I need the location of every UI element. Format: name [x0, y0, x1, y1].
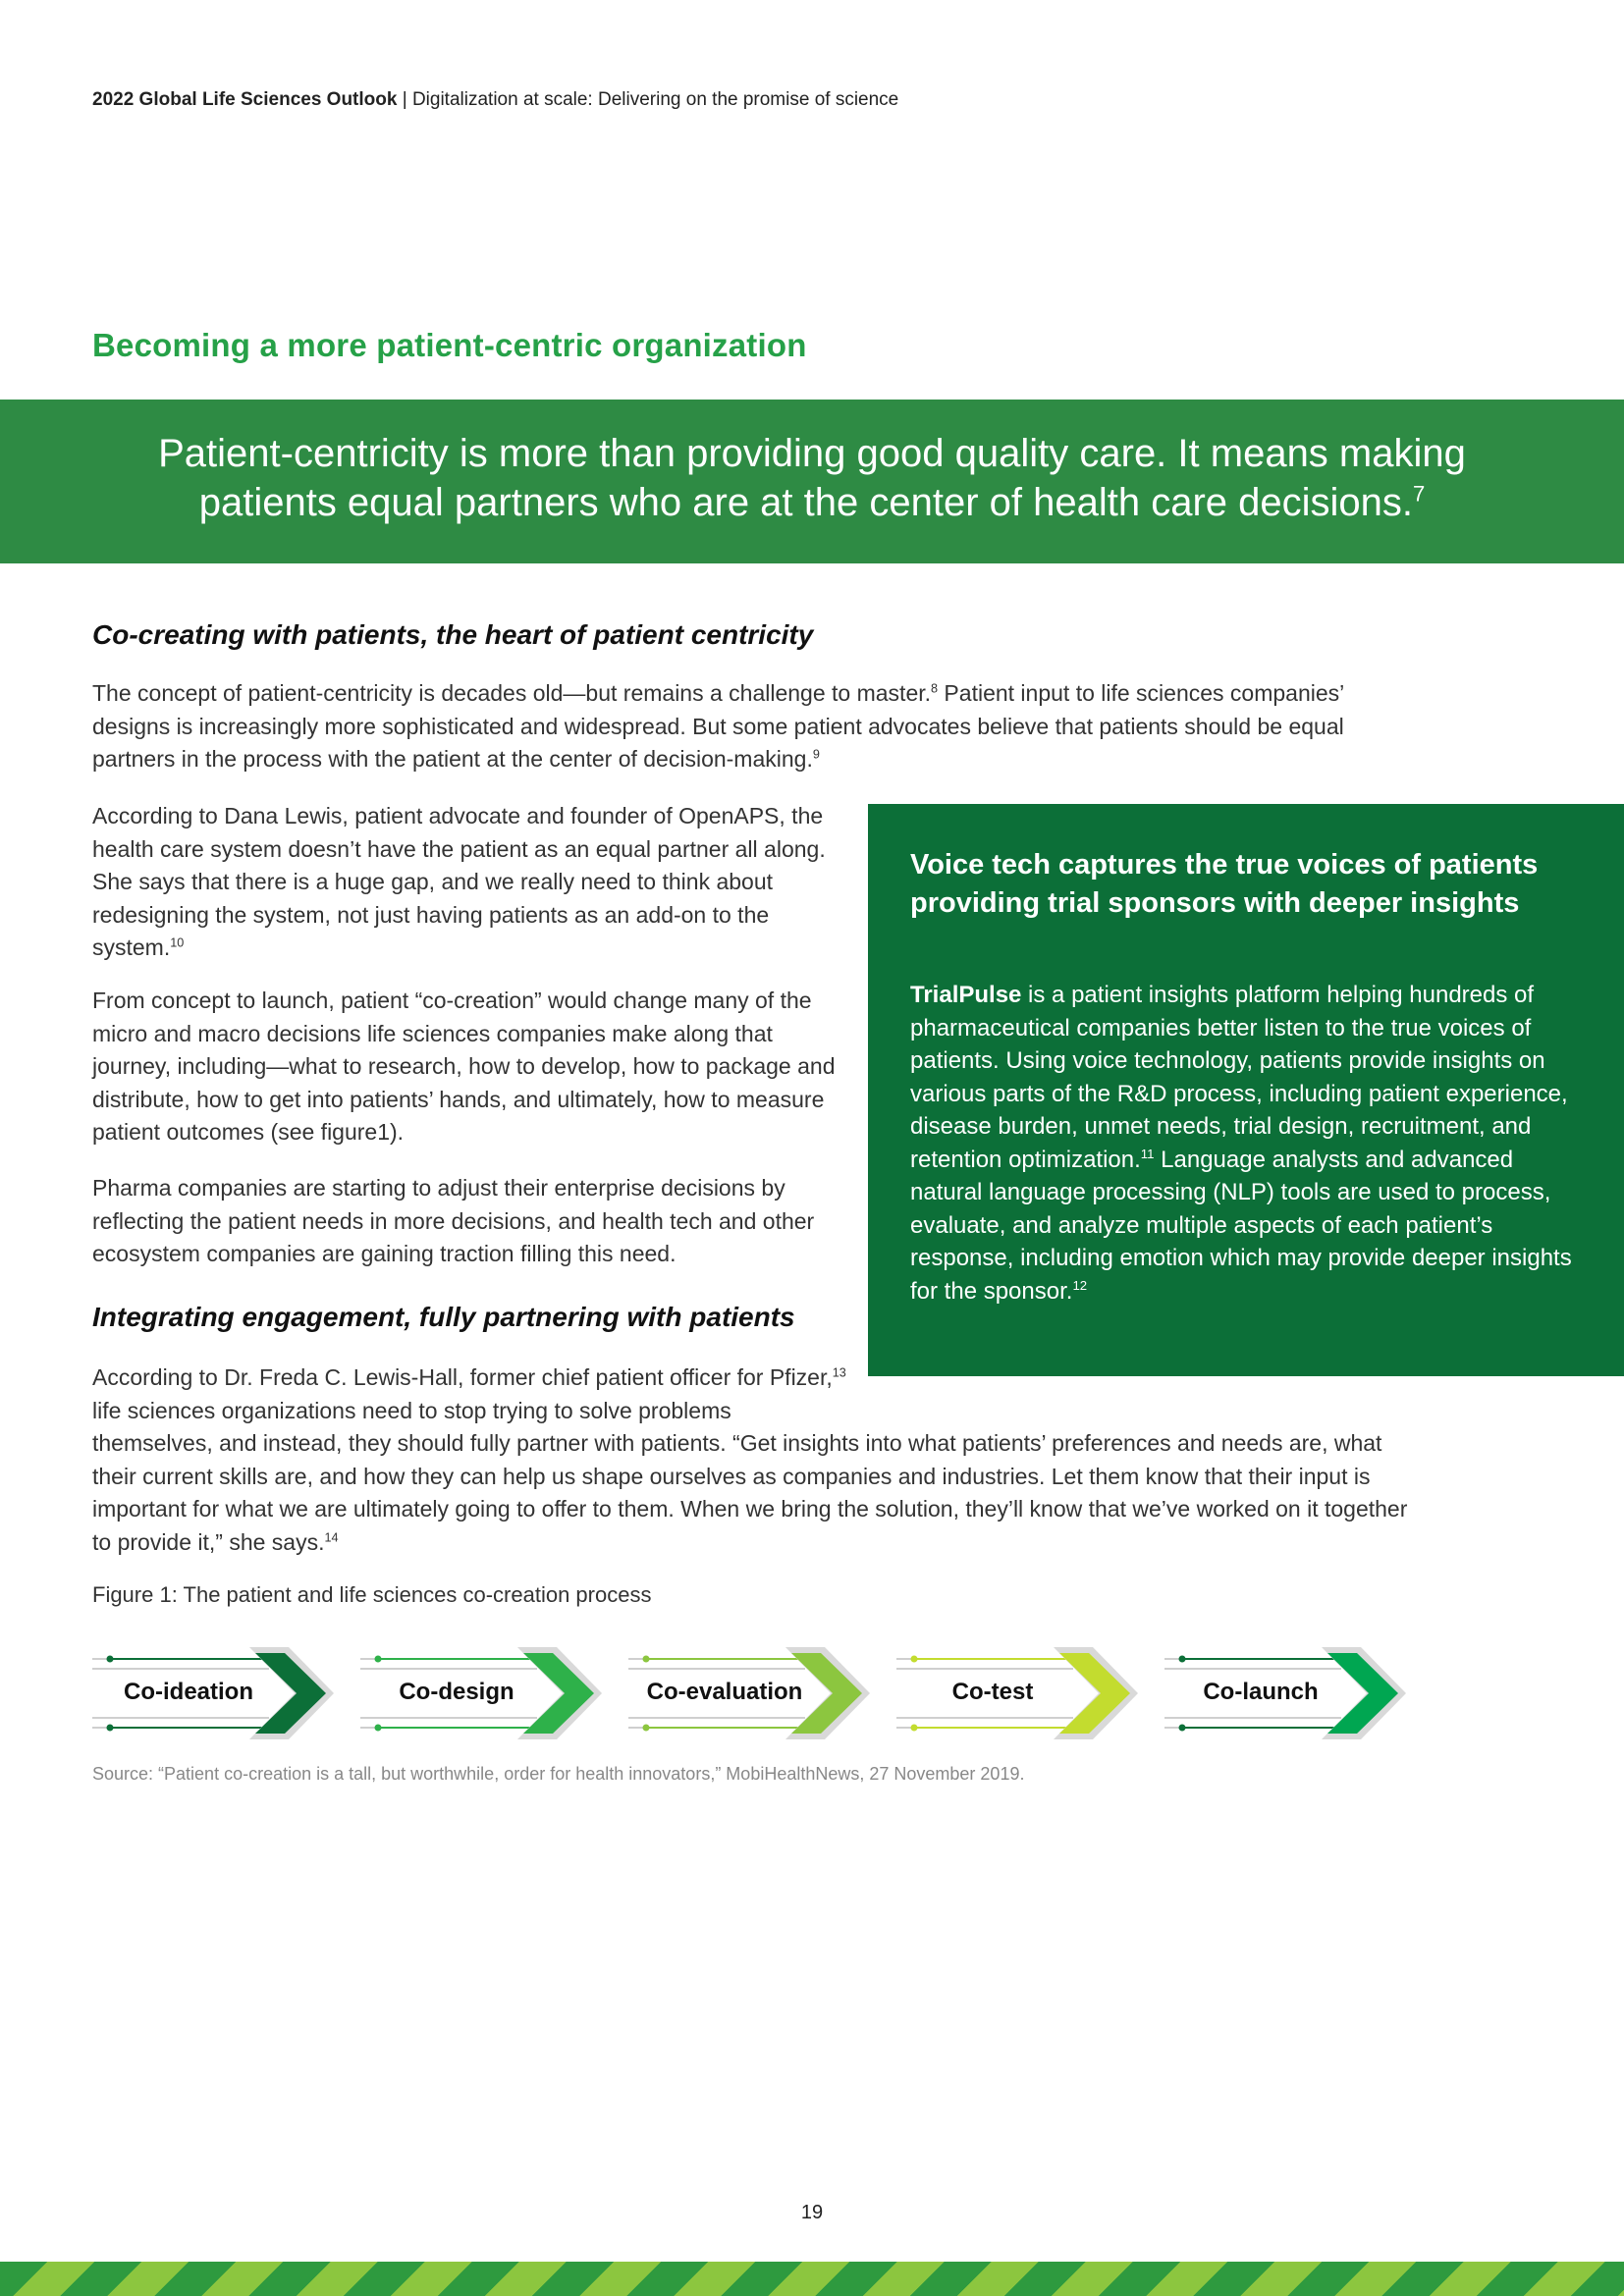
- process-step-label: Co-test: [951, 1679, 1034, 1705]
- paragraph-text: themselves, and instead, they should fully partner with patients. “Get insights into what patients’ preferences and needs are, what their current skills are, and how they can help us shape ourselves as companies and industries. Let them know that their input is important for what we are ultimately going to offer to them. When we bring the solution, they’ll know that we’ve worked on it together to provide it,” she says.: [92, 1430, 1408, 1555]
- footnote-ref: 14: [324, 1529, 339, 1544]
- figure-source: Source: “Patient co-creation is a tall, but worthwhile, order for health innovators,” MobiHealthNews, 27 November 2019.: [92, 1764, 1025, 1784]
- footnote-ref: 10: [170, 935, 185, 950]
- process-step-label: Co-launch: [1203, 1679, 1319, 1705]
- footnote-ref: 13: [832, 1365, 846, 1380]
- footnote-ref: 9: [812, 747, 820, 762]
- footnote-ref: 8: [931, 681, 939, 696]
- page-number: 19: [800, 2202, 824, 2223]
- process-step-co-ideation: [92, 1639, 336, 1747]
- paragraph-text: Patient input to life sciences companies’ designs is increasingly more sophisticated and widespread. But some patient advocates believe that patients should be equal partners in the process with the patient at the center of decision-making.: [92, 680, 1344, 772]
- process-step-co-launch: [1164, 1639, 1408, 1747]
- process-step-label: Co-design: [399, 1679, 514, 1705]
- report-title: 2022 Global Life Sciences Outlook: [92, 89, 398, 110]
- process-step-co-evaluation: [628, 1639, 872, 1747]
- pull-quote: [118, 429, 1506, 527]
- callout-box: [868, 804, 1624, 1376]
- process-diagram: [92, 1639, 1408, 1747]
- figure-caption: Figure 1: The patient and life sciences co-creation process: [92, 1582, 652, 1607]
- footnote-ref: 11: [1140, 1146, 1155, 1161]
- process-step-co-design: [360, 1639, 604, 1747]
- brand-name: TrialPulse: [910, 982, 1022, 1008]
- header-separator: |: [397, 89, 412, 110]
- callout-text: is a patient insights platform helping hundreds of pharmaceutical companies better listen to the true voices of patients. Using voice technology, patients provide insights on various parts of the R&D process, including patient experience, disease burden, unmet needs, trial design, recruitment, and retention optimization.: [910, 982, 1568, 1173]
- paragraph-text: According to Dr. Freda C. Lewis-Hall, former chief patient officer for Pfizer,: [92, 1364, 833, 1390]
- paragraph-freda-lewis-hall: [92, 1362, 1408, 1559]
- callout-title: Voice tech captures the true voices of patients providing trial sponsors with deeper insights: [910, 849, 1539, 919]
- footnote-ref: 12: [1072, 1277, 1088, 1293]
- paragraph-dana-lewis: [92, 800, 853, 965]
- report-subtitle: Digitalization at scale: Delivering on the promise of science: [411, 89, 899, 110]
- decorative-stripe-bar: [0, 2262, 1624, 2296]
- subheading-co-creating: Co-creating with patients, the heart of patient centricity: [92, 619, 814, 650]
- paragraph-intro: [92, 677, 1408, 776]
- paragraph-text: The concept of patient-centricity is decades old—but remains a challenge to master.: [92, 680, 932, 706]
- section-title: Becoming a more patient-centric organization: [92, 327, 807, 363]
- paragraph-concept-to-launch: From concept to launch, patient “co-creation” would change many of the micro and macro decisions life sciences companies make along that journey, including—what to research, how to develop, how to package and distribute, how to get into patients’ hands, and ultimately, how to measure patient outcomes (see figure1).: [92, 988, 836, 1145]
- callout-body: [910, 979, 1578, 1308]
- callout-text: Language analysts and advanced natural language processing (NLP) tools are used to process, evaluate, and analyze multiple aspects of each patient’s response, including emotion which may provide deeper insights for the sponsor.: [910, 1146, 1572, 1305]
- running-header: [92, 89, 898, 111]
- process-step-label: Co-ideation: [124, 1679, 253, 1705]
- subheading-integrating-engagement: Integrating engagement, fully partnering with patients: [92, 1302, 795, 1332]
- paragraph-text: life sciences organizations need to stop trying to solve problems: [92, 1397, 731, 1423]
- paragraph-pharma-companies: Pharma companies are starting to adjust their enterprise decisions by reflecting the patient needs in more decisions, and health tech and other ecosystem companies are gaining traction filling this need.: [92, 1175, 815, 1266]
- footnote-ref: 7: [1413, 481, 1426, 507]
- process-step-co-test: [896, 1639, 1140, 1747]
- paragraph-text: According to Dana Lewis, patient advocate and founder of OpenAPS, the health care system doesn’t have the patient as an equal partner all along. She says that there is a huge gap, and we really need to think about redesigning the system, not just having patients as an add-on to the system.: [92, 803, 826, 960]
- quote-banner: [0, 400, 1624, 563]
- pull-quote-text: Patient-centricity is more than providing good quality care. It means making patients equal partners who are at the center of health care decisions.: [158, 432, 1466, 524]
- process-step-label: Co-evaluation: [646, 1679, 803, 1705]
